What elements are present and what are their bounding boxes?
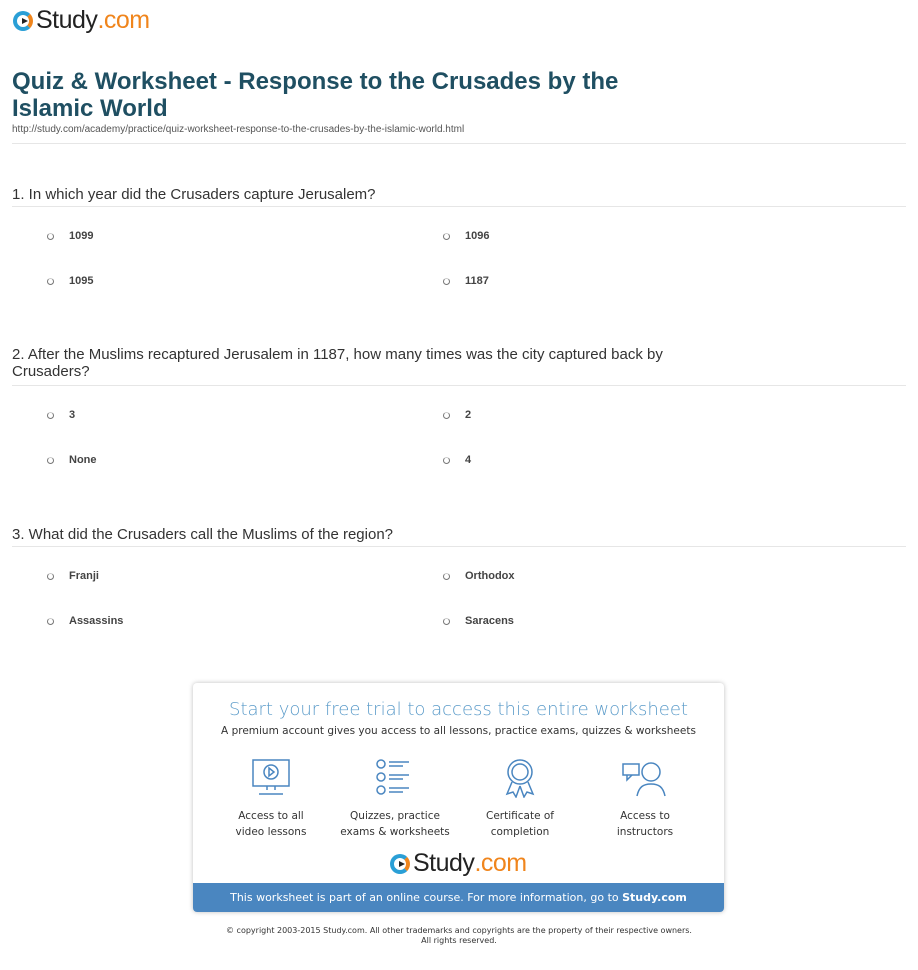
- feature-label: video lessons: [235, 826, 307, 838]
- radio-button[interactable]: [47, 573, 54, 580]
- radio-button[interactable]: [47, 233, 54, 240]
- answer-option[interactable]: [47, 275, 93, 287]
- answer-option[interactable]: [443, 570, 515, 582]
- answer-option[interactable]: [443, 230, 489, 242]
- answer-option[interactable]: [443, 409, 471, 421]
- feature-label: Certificate of: [486, 810, 554, 822]
- instructor-chat-icon: [621, 758, 669, 798]
- radio-button[interactable]: [443, 573, 450, 580]
- radio-button[interactable]: [47, 412, 54, 419]
- question-text: 3. What did the Crusaders call the Muslims of the region?: [12, 526, 394, 543]
- video-monitor-icon: [251, 758, 291, 798]
- answer-option[interactable]: [47, 230, 93, 242]
- bar-text: This worksheet is part of an online course. For more information, go to: [230, 891, 623, 904]
- divider: [12, 546, 906, 547]
- option-label: 1187: [465, 275, 489, 287]
- radio-button[interactable]: [443, 278, 450, 285]
- feature-certificate: [460, 758, 580, 840]
- copyright: [0, 926, 918, 946]
- logo-tld: .com: [474, 849, 527, 877]
- option-label: Orthodox: [465, 570, 515, 582]
- study-logo: [13, 6, 150, 35]
- option-label: Franji: [69, 570, 99, 582]
- page-url: http://study.com/academy/practice/quiz-worksheet-response-to-the-crusades-by-the-islamic-world.html: [12, 124, 465, 135]
- certificate-ribbon-icon: [500, 758, 540, 798]
- option-label: 2: [465, 409, 472, 421]
- quiz-list-icon: [375, 758, 415, 798]
- feature-video: [211, 758, 331, 840]
- answer-option[interactable]: [443, 454, 471, 466]
- option-label: 1096: [465, 230, 490, 242]
- divider: [12, 143, 906, 144]
- option-label: None: [69, 454, 97, 466]
- answer-option[interactable]: [47, 409, 75, 421]
- answer-option[interactable]: [47, 615, 123, 627]
- feature-quizzes: [335, 758, 455, 840]
- feature-instructors: [585, 758, 705, 840]
- promo-title: Start your free trial to access this entire worksheet: [229, 699, 688, 720]
- logo-text: Study: [413, 849, 475, 877]
- radio-button[interactable]: [47, 457, 54, 464]
- divider: [12, 206, 906, 207]
- answer-option[interactable]: [47, 570, 99, 582]
- logo-tld: .com: [97, 6, 150, 34]
- promo-subtitle: A premium account gives you access to all lessons, practice exams, quizzes & worksheets: [221, 725, 696, 737]
- radio-button[interactable]: [443, 412, 450, 419]
- option-label: 4: [465, 454, 472, 466]
- radio-button[interactable]: [443, 233, 450, 240]
- radio-button[interactable]: [443, 457, 450, 464]
- free-trial-promo: [193, 683, 724, 912]
- question-text: 1. In which year did the Crusaders capture Jerusalem?: [12, 186, 376, 203]
- answer-option[interactable]: [443, 615, 514, 627]
- option-label: Assassins: [69, 615, 124, 627]
- radio-button[interactable]: [443, 618, 450, 625]
- question-text: 2. After the Muslims recaptured Jerusalem in 1187, how many times was the city captured back by Crusaders?: [12, 346, 663, 380]
- answer-option[interactable]: [443, 275, 489, 287]
- feature-label: Quizzes, practice: [350, 810, 440, 822]
- option-label: Saracens: [465, 615, 514, 627]
- answer-option[interactable]: [47, 454, 97, 466]
- radio-button[interactable]: [47, 278, 54, 285]
- page-title: Quiz & Worksheet - Response to the Crusades by the Islamic World: [12, 68, 619, 122]
- option-label: 1099: [69, 230, 94, 242]
- feature-label: exams & worksheets: [340, 826, 450, 838]
- option-label: 1095: [69, 275, 94, 287]
- play-logo-icon: [390, 854, 410, 874]
- feature-label: completion: [490, 826, 550, 838]
- divider: [12, 385, 906, 386]
- promo-study-logo: [390, 849, 527, 878]
- study-link[interactable]: Study.com: [622, 891, 687, 904]
- feature-label: Access to all: [238, 810, 304, 822]
- copyright-line: © copyright 2003-2015 Study.com. All other trademarks and copyrights are the property of their respective owners.: [226, 926, 692, 935]
- feature-label: Access to: [620, 810, 670, 822]
- option-label: 3: [69, 409, 76, 421]
- copyright-line: All rights reserved.: [421, 936, 497, 945]
- radio-button[interactable]: [47, 618, 54, 625]
- play-logo-icon: [13, 11, 33, 31]
- logo-text: Study: [36, 6, 98, 34]
- feature-label: instructors: [616, 826, 674, 838]
- course-info-bar: [193, 883, 724, 912]
